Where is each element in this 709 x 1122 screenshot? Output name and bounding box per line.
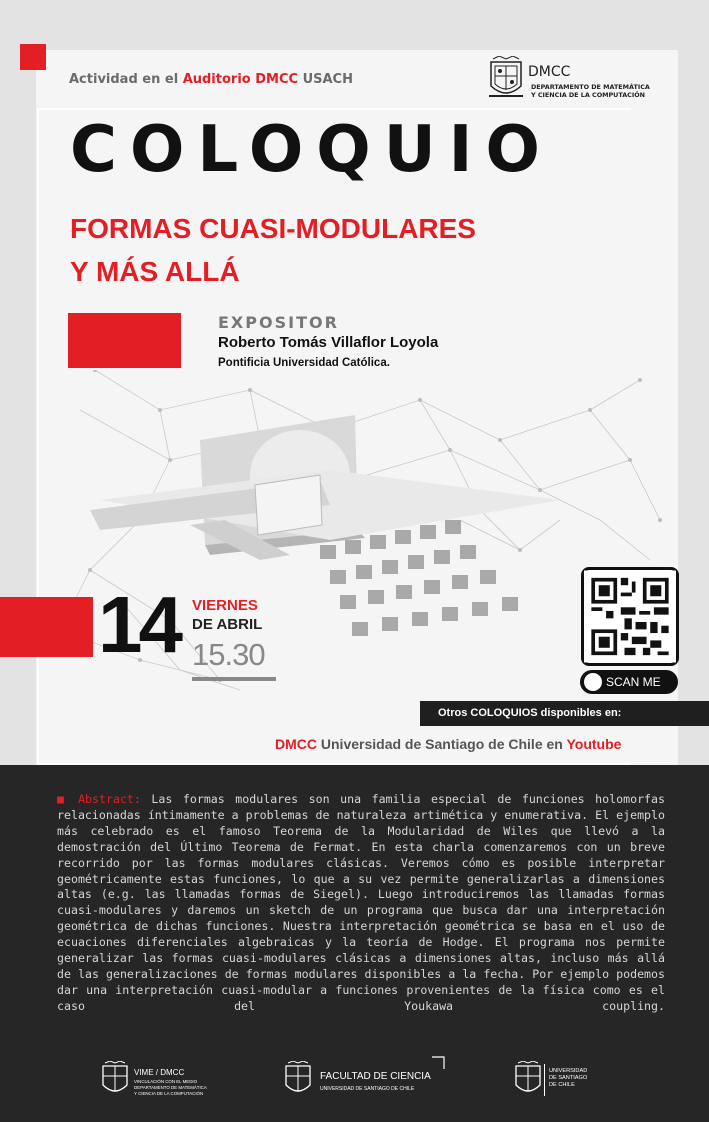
- youtube-part3: Youtube: [566, 736, 622, 752]
- activity-line: [69, 72, 353, 87]
- vime-seal-icon: [100, 1061, 130, 1097]
- event-day: 14: [98, 580, 179, 669]
- usach-line1: UNIVERSIDAD: [549, 1068, 588, 1074]
- abstract-text: [57, 792, 665, 1015]
- otros-text: Otros COLOQUIOS disponibles en:: [438, 707, 622, 719]
- corner-bracket-icon: [430, 1055, 446, 1071]
- vime-line3: Y CIENCIA DE LA COMPUTACIÓN: [134, 1091, 204, 1096]
- speaker-name: Roberto Tomás Villaflor Loyola: [218, 334, 439, 351]
- facultad-name: FACULTAD DE CIENCIA: [320, 1071, 431, 1082]
- abstract-label: Abstract:: [78, 792, 141, 806]
- youtube-part2: Universidad de Santiago de Chile en: [317, 736, 567, 752]
- youtube-link[interactable]: [275, 736, 621, 752]
- red-date-decoration: [0, 597, 93, 657]
- phone-icon: [584, 673, 602, 691]
- youtube-part1: DMCC: [275, 736, 317, 752]
- red-block-decoration: [68, 313, 181, 368]
- department-line2: Y CIENCIA DE LA COMPUTACIÓN: [531, 91, 646, 99]
- vime-line2: DEPARTAMENTO DE MATEMÁTICA: [134, 1085, 207, 1090]
- vime-name: VIME / DMCC: [134, 1068, 185, 1077]
- usach-line3: DE CHILE: [549, 1082, 575, 1088]
- subtitle-line2: Y MÁS ALLÁ: [70, 256, 240, 287]
- usach-divider: [544, 1064, 545, 1096]
- event-time: 15.30: [192, 637, 265, 672]
- facultad-seal-icon: [283, 1061, 313, 1097]
- qr-code-icon: [584, 570, 676, 663]
- department-name: DMCC: [528, 64, 571, 80]
- activity-venue: Auditorio DMCC: [182, 72, 299, 87]
- speaker-affiliation: Pontificia Universidad Católica.: [218, 357, 390, 369]
- department-line1: DEPARTAMENTO DE MATEMÁTICA: [531, 83, 650, 91]
- red-square-decoration: [20, 44, 46, 70]
- scan-me-label: SCAN ME: [606, 675, 661, 689]
- activity-prefix: Actividad en el: [69, 72, 183, 87]
- usach-line2: DE SANTIAGO: [549, 1075, 588, 1081]
- vime-line1: VINCULACIÓN CON EL MEDIO: [134, 1079, 198, 1084]
- facultad-sub: UNIVERSIDAD DE SANTIAGO DE CHILE: [320, 1086, 415, 1092]
- usach-seal-icon: [513, 1061, 543, 1097]
- bullet-icon: ■: [57, 792, 79, 806]
- activity-suffix: USACH: [298, 72, 353, 87]
- page-title: COLOQUIO: [70, 113, 553, 187]
- qr-code[interactable]: [581, 567, 679, 666]
- event-weekday: VIERNES: [192, 597, 258, 614]
- event-month: DE ABRIL: [192, 616, 263, 633]
- subtitle-line1: FORMAS CUASI-MODULARES: [70, 213, 476, 244]
- expositor-label: EXPOSITOR: [218, 313, 339, 332]
- time-underline: [192, 677, 276, 681]
- abstract-body: Las formas modulares son una familia especial de funciones holomorfas relacionadas íntimamente a problemas de naturaleza artimética y enumerativa. El ejemplo más celebrado es el famoso Teorema de la Modularidad de Wiles que llevó a la demostración del Último Teorema de Fermat. En esta charla comenzaremos con un breve recorrido por las formas modulares clásicas. Veremos cómo es posible interpretar geométricamente estas funciones, lo que a su vez permite generalizarlas a dimensiones altas (e.g. las llamadas formas de Siegel). Luego introduciremos las llamadas formas cuasi-modulares y daremos un sketch de un programa que busca dar una interpretación geométrica de dichas funciones. Nuestra interpretación geométrica se basa en el uso de ecuaciones diferenciales algebraicas y la teoría de Hodge. El programa nos permite generalizar las formas cuasi-modulares clásicas a dimensiones altas, incluso más allá de las generalizaciones de formas modulares disponibles a la fecha. Por ejemplo podemos dar una interpretación cuasi-modular a funciones provenientes de la física como es el caso del Youkawa coupling.: [57, 792, 665, 1013]
